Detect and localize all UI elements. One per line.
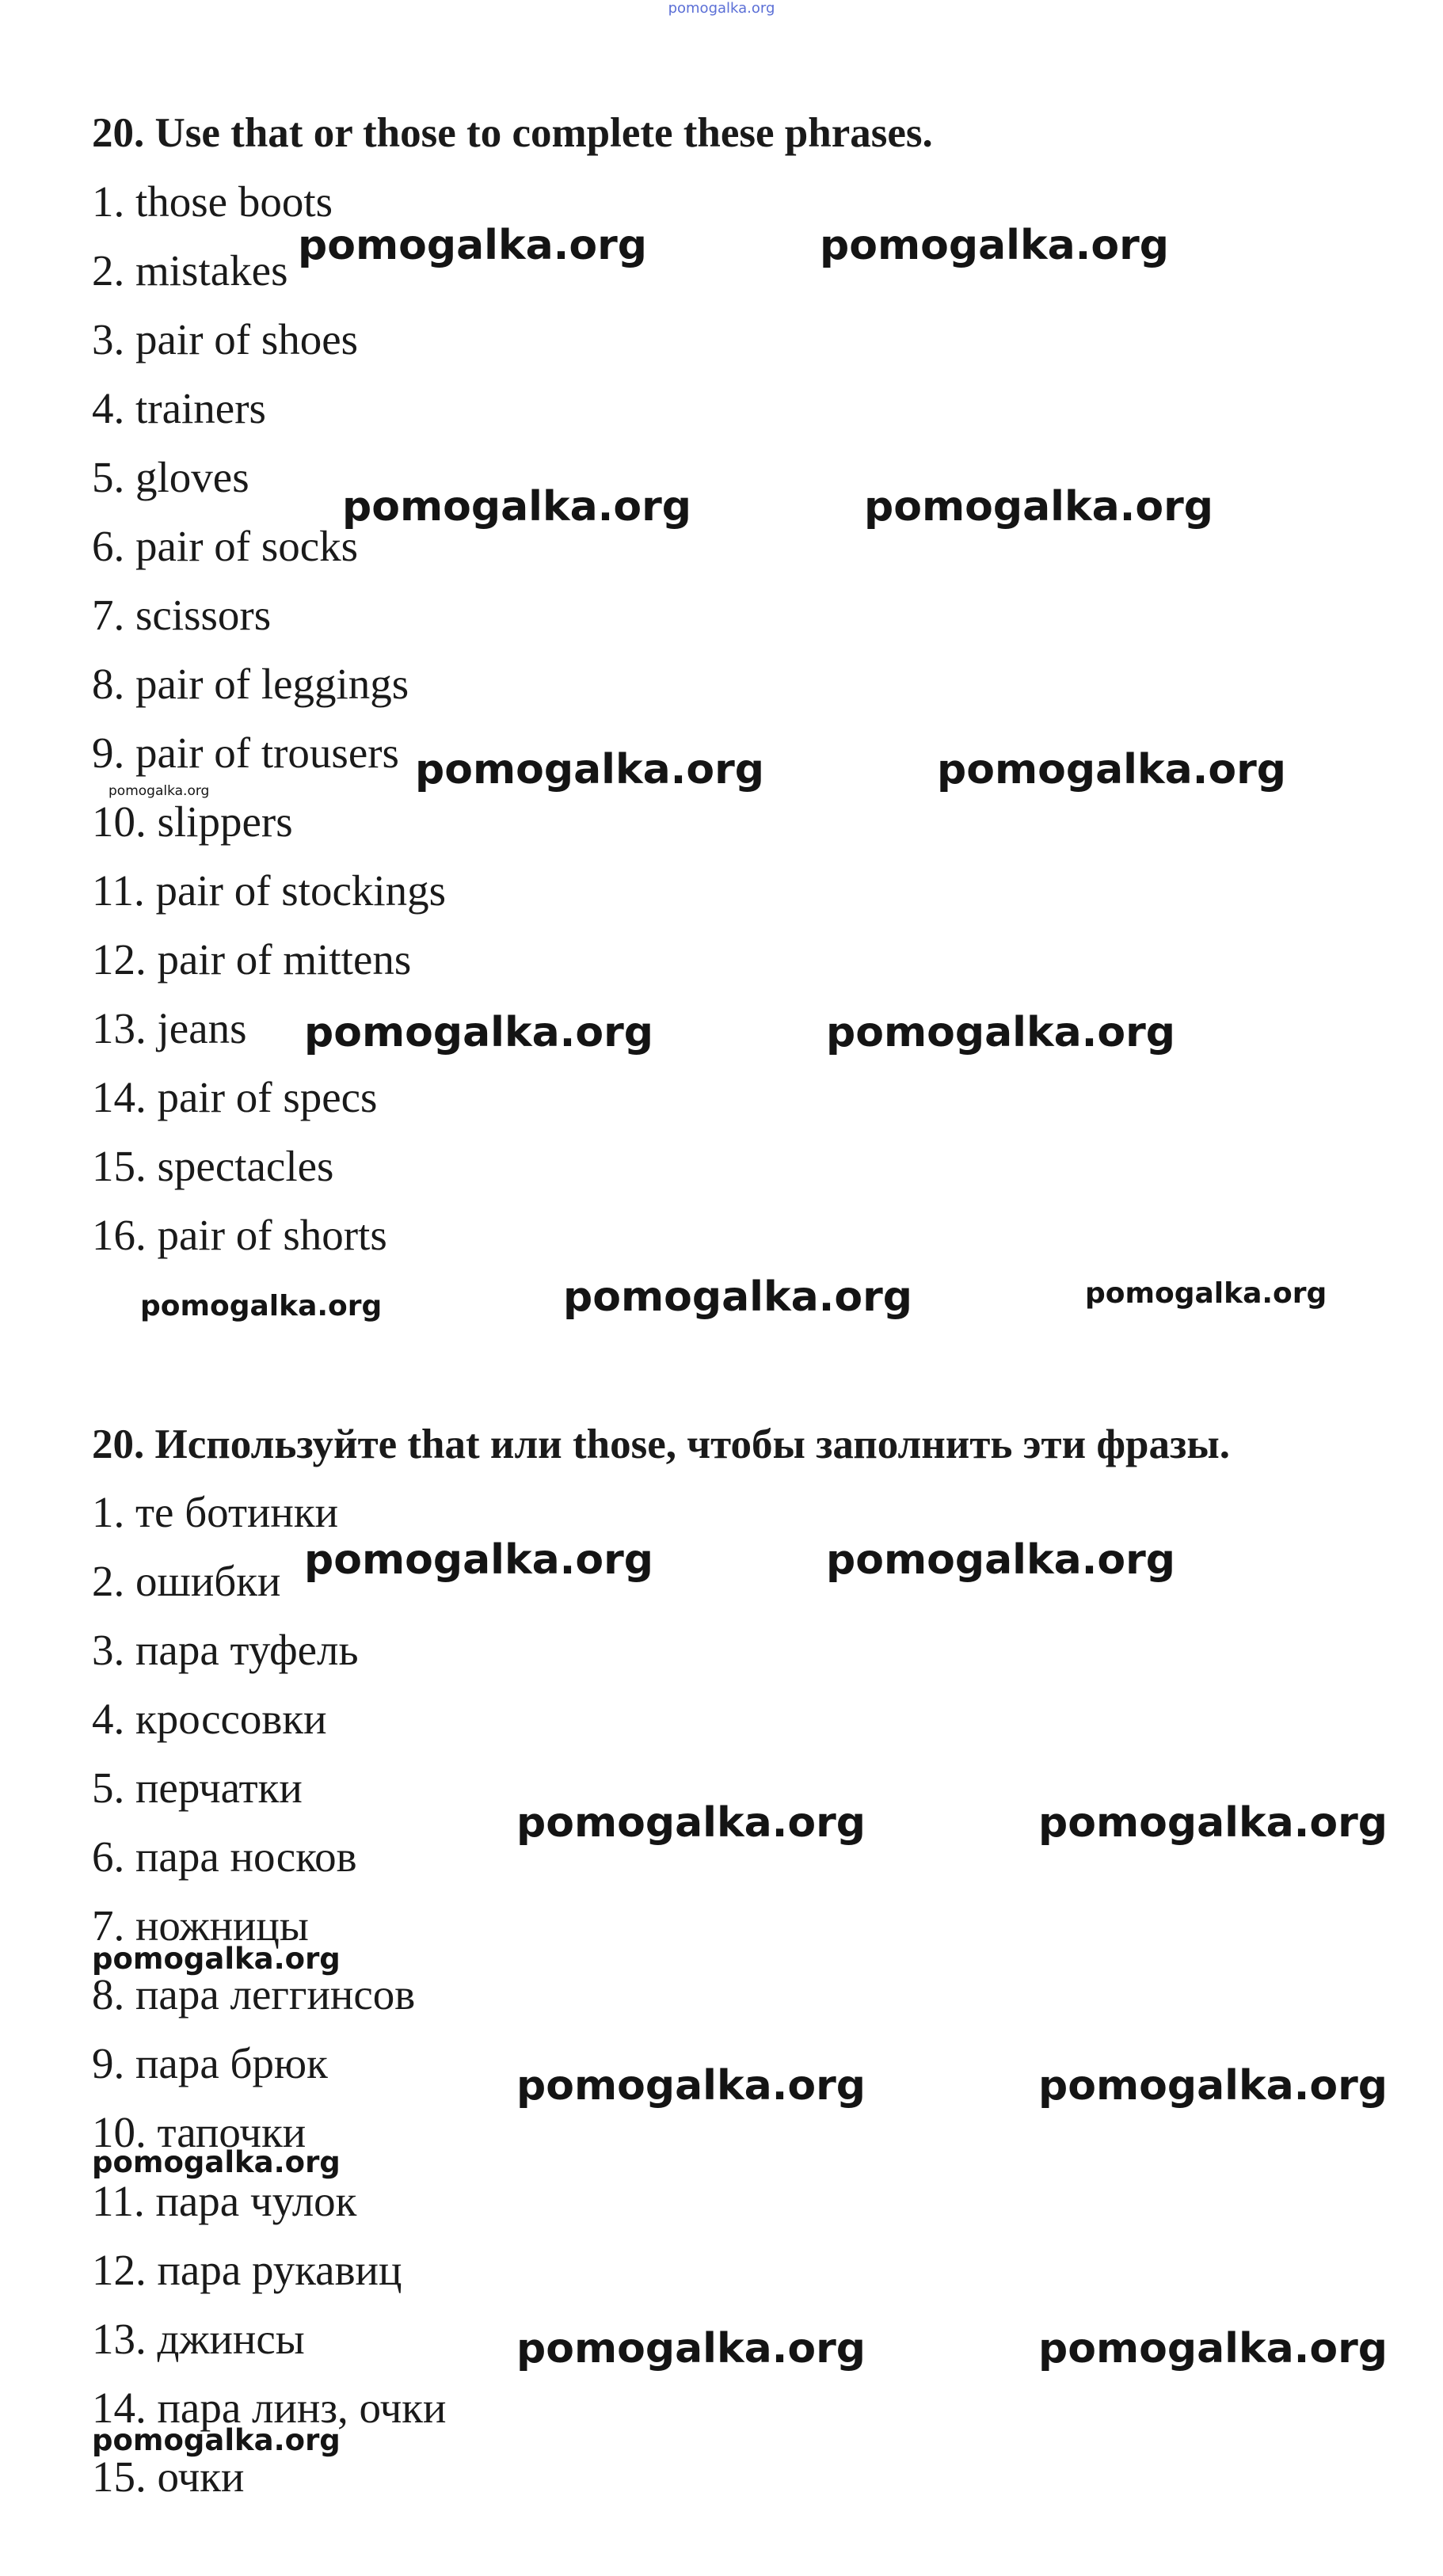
watermark: pomogalka.org [1038, 2325, 1388, 2372]
watermark: pomogalka.org [92, 2423, 341, 2457]
watermark: pomogalka.org [1085, 1277, 1327, 1310]
list-item: 7. scissors [92, 591, 272, 639]
list-item: 13. джинсы [92, 2315, 305, 2363]
list-item: 15. очки [92, 2452, 245, 2501]
list-item: 6. pair of socks [92, 522, 359, 570]
russian-list [92, 1478, 446, 2511]
list-item: 14. pair of specs [92, 1073, 378, 1121]
list-item: 4. кроссовки [92, 1695, 327, 1743]
list-item: 10. slippers [92, 797, 293, 846]
list-item: 14. пара линз, очки [92, 2384, 447, 2432]
watermark: pomogalka.org [304, 1536, 654, 1584]
list-item: 16. pair of shorts [92, 1211, 387, 1259]
watermark: pomogalka.org [1038, 2062, 1388, 2110]
list-item: 12. pair of mittens [92, 935, 412, 984]
site-mark: pomogalka.org [668, 0, 775, 17]
watermark: pomogalka.org [92, 2145, 341, 2179]
list-item: 7. ножницы [92, 1901, 309, 1950]
watermark: pomogalka.org [826, 1536, 1176, 1584]
list-item: 2. ошибки [92, 1557, 281, 1605]
list-item: 2. mistakes [92, 246, 288, 295]
list-item: 8. pair of leggings [92, 660, 409, 708]
watermark: pomogalka.org [516, 2325, 866, 2372]
list-item: 9. пара брюк [92, 2039, 328, 2087]
list-item: 15. spectacles [92, 1142, 334, 1190]
list-item: 12. пара рукавиц [92, 2246, 402, 2294]
list-item: 4. trainers [92, 384, 266, 432]
watermark: pomogalka.org [826, 1009, 1176, 1056]
watermark: pomogalka.org [140, 1290, 383, 1322]
list-item: 8. пара леггинсов [92, 1970, 416, 2019]
list-item: 11. pair of stockings [92, 866, 447, 915]
watermark: pomogalka.org [516, 2062, 866, 2110]
english-list [92, 167, 446, 1269]
watermark: pomogalka.org [516, 1799, 866, 1847]
list-item: 5. gloves [92, 453, 249, 501]
watermark: pomogalka.org [563, 1273, 913, 1321]
watermark: pomogalka.org [937, 746, 1287, 793]
english-heading: 20. Use that or those to complete these phrases. [92, 110, 933, 156]
list-item: 11. пара чулок [92, 2177, 357, 2225]
watermark: pomogalka.org [1038, 1799, 1388, 1847]
watermark: pomogalka.org [415, 746, 765, 793]
list-item: 6. пара носков [92, 1832, 357, 1881]
watermark: pomogalka.org [304, 1009, 654, 1056]
watermark: pomogalka.org [298, 222, 648, 269]
watermark: pomogalka.org [864, 483, 1214, 531]
list-item: 10. тапочки [92, 2108, 306, 2156]
watermark: pomogalka.org [92, 1942, 341, 1976]
list-item: 3. pair of shoes [92, 315, 359, 363]
watermark: pomogalka.org [820, 222, 1170, 269]
watermark: pomogalka.org [109, 783, 210, 799]
watermark: pomogalka.org [342, 483, 692, 531]
list-item: 9. pair of trousers [92, 729, 399, 777]
russian-heading: 20. Используйте that или those, чтобы заполнить эти фразы. [92, 1421, 1230, 1467]
list-item: 1. those boots [92, 177, 333, 226]
list-item: 5. перчатки [92, 1764, 303, 1812]
list-item: 13. jeans [92, 1004, 247, 1052]
list-item: 3. пара туфель [92, 1626, 359, 1674]
list-item: 1. те ботинки [92, 1488, 339, 1536]
